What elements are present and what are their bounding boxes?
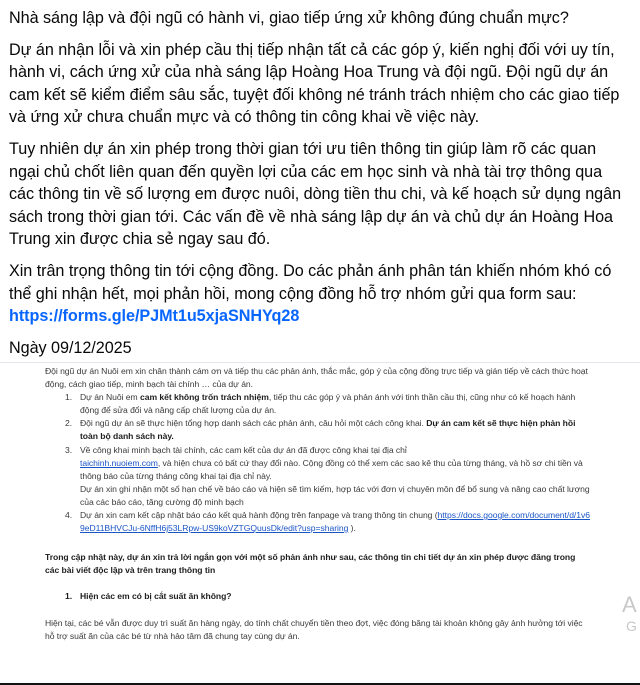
- post-paragraph-3-text: Xin trân trọng thông tin tới cộng đồng. Do các phản ánh phân tán khiến nhóm khó có thể ghi nhận hết, mọi phản hồi, mong cộng đồng hỗ trợ nhóm gửi qua form sau:: [9, 261, 612, 303]
- doc-answer: Hiện tại, các bé vẫn được duy trì suất ăn hàng ngày, do tính chất chuyển tiền theo đợt, việc đóng băng tài khoản không gây ảnh hưởng tới việc hỗ trợ suất ăn của các bé từ nhà hảo tâm đã chung tay cùng dự án.: [45, 617, 583, 641]
- doc-google-docs-link[interactable]: https://docs.google.com/document/d/1v69eD11BHVCJu-6NffH6j53LRpw-US9koVZTGQuusDk/edit?usp=sharing: [80, 510, 590, 534]
- doc-finance-link[interactable]: taichinh.nuoiem.com: [80, 457, 158, 468]
- doc-bold-paragraph: Trong cập nhật này, dự án xin trả lời ngắn gọn với một số phản ánh như sau, các thông tin chi tiết dự án xin phép được đăng trong các bài viết độc lập và trên trang thông tin: [45, 552, 576, 576]
- post-paragraph-1: Dự án nhận lỗi và xin phép cầu thị tiếp nhận tất cả các góp ý, kiến nghị đối với uy tín, hành vi, cách ứng xử của nhà sáng lập Hoàng Hoa Trung và đội ngũ. Đội ngũ dự án cam kết sẽ kiểm điểm sâu sắc, tuyệt đối không né tránh trách nhiệm cho các giao tiếp và ứng xử chưa chuẩn mực và có thông tin công khai về việc này.: [9, 40, 620, 127]
- post-title: Nhà sáng lập và đội ngũ có hành vi, giao tiếp ứng xử không đúng chuẩn mực?: [9, 9, 569, 27]
- embedded-document-image[interactable]: [0, 363, 640, 685]
- doc-list-item-3: 3. Về công khai minh bạch tài chính, các cam kết của dự án đã được công khai tại địa chỉ taichinh.nuoiem.com, và hiện chưa có bất cứ thay đổi nào. Cộng đồng có thể xem các sao kê thu của từng tháng, và hồ sơ chi tiền và thông báo của từng tháng công khai tại địa chỉ này. Dự án xin ghi nhận một số hạn chế về báo cáo và hiện sẽ tìm kiếm, hợp tác với đơn vị chuyên môn để bổ sung và nâng cao chất lượng của các báo cáo, tăng cường độ minh bạch: [65, 444, 590, 507]
- doc-list-item-1: 1. Dự án Nuôi em cam kết không trốn trách nhiệm, tiếp thu các góp ý và phản ánh với tinh thần cầu thị, cũng như có kế hoạch hành động để sửa đổi và nâng cấp chất lượng của dự án.: [65, 392, 576, 416]
- doc-intro: Đội ngũ dự án Nuôi em xin chân thành cám ơn và tiếp thu các phản ánh, thắc mắc, góp ý của cộng đồng trực tiếp và gián tiếp về cách thức hoạt động, cách giao tiếp, minh bạch tài chính … của dự án.: [45, 366, 588, 390]
- post-paragraph-2: Tuy nhiên dự án xin phép trong thời gian tới ưu tiên thông tin giúp làm rõ các quan ngại chủ chốt liên quan đến quyền lợi của các em học sinh và nhà tài trợ thông qua các thông tin về số lượng em được nuôi, dòng tiền thu chi, và kế hoạch sử dụng ngân sách trong thời gian tới. Các vấn đề về nhà sáng lập dự án và chủ dự án Hoàng Hoa Trung xin được chia sẻ ngay sau đó.: [9, 139, 622, 249]
- doc-question-heading: 1. Hiện các em có bị cắt suất ăn không?: [65, 591, 232, 602]
- feedback-form-link[interactable]: https://forms.gle/PJMt1u5xjaSNHYq28: [9, 307, 300, 326]
- side-glyph-g: G: [626, 618, 637, 634]
- doc-list-item-2: 2. Đội ngũ dự án sẽ thực hiện tổng hợp danh sách các phản ánh, câu hỏi một cách công khai. Dự án cam kết sẽ thực hiện phản hồi toàn bộ danh sách này.: [65, 418, 576, 442]
- doc-commitment-list: [45, 391, 590, 535]
- post-paragraph-3: [9, 260, 630, 328]
- doc-list-item-4: 4. Dự án xin cam kết cập nhật báo cáo kết quả hành động trên fanpage và trang thông tin chung (https://docs.google.com/document/d/1v69eD11BHVCJu-6NffH6j53LRpw-US9koVZTGQuusDk/edit?usp=sharing ).: [65, 510, 590, 534]
- post-date: Ngày 09/12/2025: [9, 338, 132, 357]
- side-glyph-a: A: [622, 592, 637, 617]
- document-content: [45, 365, 590, 643]
